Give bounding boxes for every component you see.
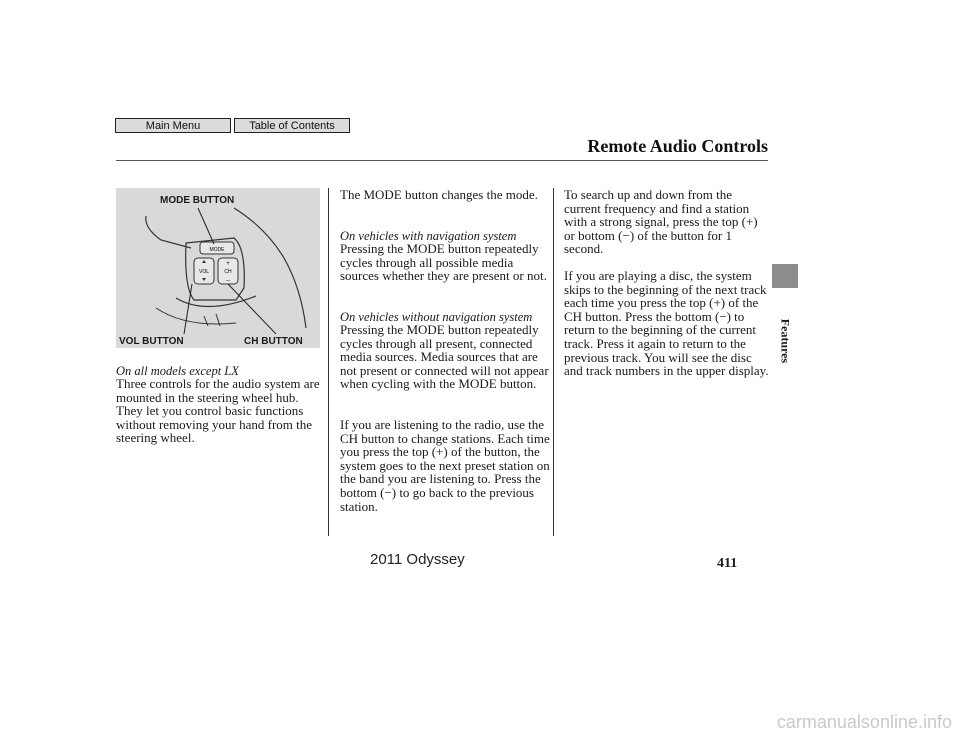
section-tab-text: Features (778, 318, 793, 364)
vol-button-callout: VOL BUTTON (119, 336, 184, 347)
steering-wheel-illustration (116, 188, 320, 348)
section-tab-marker (772, 264, 798, 288)
panel-vol-text: VOL (198, 269, 210, 275)
page-number: 411 (717, 556, 738, 571)
disc-paragraph: If you are playing a disc, the system skips to the beginning of the next track each time you press the top (+) of the CH button. Press the bottom (−) to return to the beginning of the current track. Press it again to return to the previous track. You will see the disc and track numbers in the upper display. (564, 268, 769, 379)
column-divider (553, 188, 554, 536)
panel-mode-text: MODE (209, 247, 225, 253)
footer-model-name: 2011 Odyssey (370, 551, 465, 568)
models-note-heading: On all models except LX (116, 364, 239, 378)
intro-paragraph: Three controls for the audio system are mounted in the steering wheel hub. They let you control basic functions without removing your hand from the steering wheel. (116, 376, 320, 446)
page-title: Remote Audio Controls (587, 136, 768, 156)
table-of-contents-button[interactable]: Table of Contents (234, 118, 350, 133)
main-menu-button[interactable]: Main Menu (115, 118, 231, 133)
no-nav-system-paragraph: Pressing the MODE button repeatedly cycles through all present, connected media sources. Media sources that are not present or connected will not appear when cycling with the MODE button. (340, 322, 549, 392)
header-divider (116, 160, 768, 161)
mode-button-callout: MODE BUTTON (160, 195, 235, 206)
mode-paragraph: The MODE button changes the mode. (340, 187, 538, 202)
nav-system-paragraph: Pressing the MODE button repeatedly cycles through all possible media sources whether they are present or not. (340, 241, 547, 284)
search-paragraph: To search up and down from the current frequency and find a station with a strong signal, press the top (+) or bottom (−) of the button for 1 second. (564, 187, 758, 257)
svg-text:+: + (226, 261, 230, 267)
section-tab-label (772, 296, 798, 386)
ch-button-callout: CH BUTTON (244, 336, 303, 347)
watermark: carmanualsonline.info (776, 712, 952, 732)
svg-text:–: – (226, 278, 230, 284)
steering-wheel-figure (116, 188, 320, 348)
nav-system-heading: On vehicles with navigation system (340, 229, 517, 243)
column-divider (328, 188, 329, 536)
panel-ch-text: CH (224, 269, 232, 275)
no-nav-system-heading: On vehicles without navigation system (340, 310, 533, 324)
radio-paragraph: If you are listening to the radio, use the CH button to change stations. Each time you press the top (+) of the button, the system goes to the next preset station on the band you are listening to. Press the bottom (−) to go back to the previous station. (340, 417, 550, 514)
